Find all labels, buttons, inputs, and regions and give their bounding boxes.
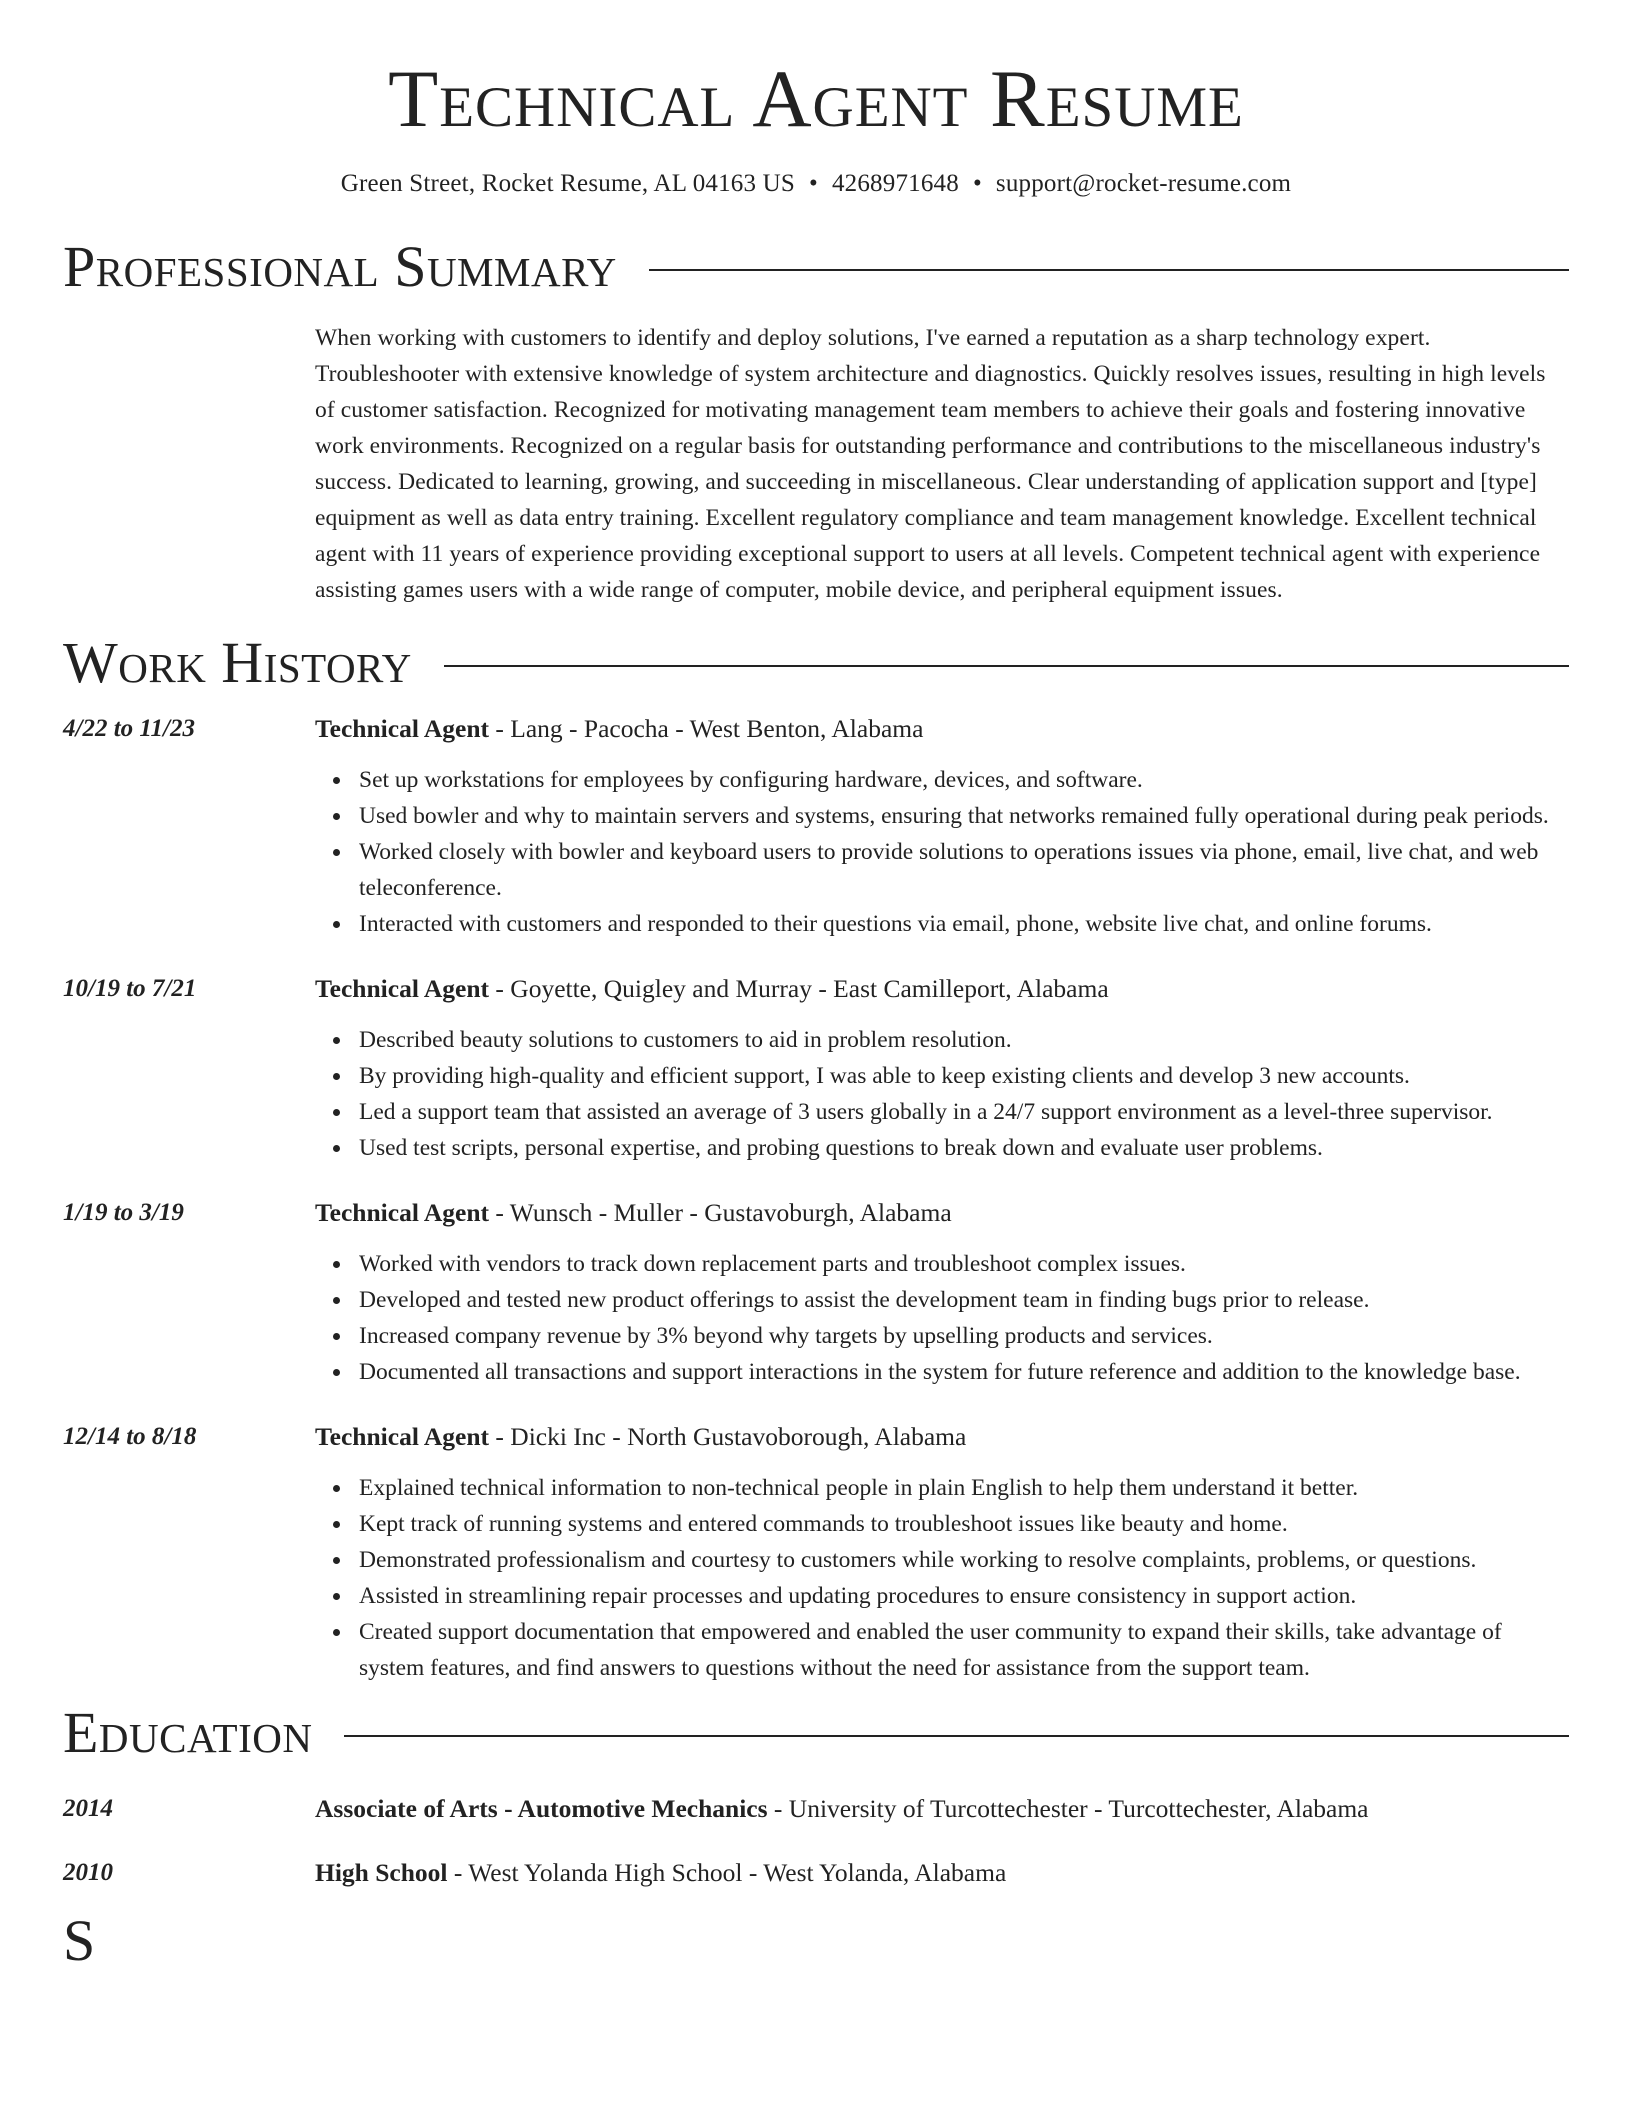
job-entry (63, 712, 1569, 942)
job-body (315, 1196, 1569, 1390)
education-entry (63, 1856, 1569, 1890)
job-bullets (315, 1246, 1569, 1390)
section-title: Professional Summary (63, 234, 617, 300)
address: Green Street, Rocket Resume, AL 04163 US (340, 170, 795, 198)
bullet-item: Worked closely with bowler and keyboard users to provide solutions to operations issues via phone, email, live chat, and web teleconference. (359, 834, 1569, 906)
job-title: Technical Agent (315, 1422, 490, 1452)
email: support@rocket-resume.com (995, 170, 1292, 198)
bullet-item: Documented all transactions and support interactions in the system for future reference and addition to the knowledge base. (359, 1354, 1569, 1390)
job-dates: 4/22 to 11/23 (63, 715, 195, 743)
education-list (63, 1792, 1569, 1890)
job-entry (63, 1420, 1569, 1686)
bullet-item: Increased company revenue by 3% beyond why targets by upselling products and services. (359, 1318, 1569, 1354)
bullet-item: Demonstrated professionalism and courtesy to customers while working to resolve complaints, problems, or questions. (359, 1542, 1569, 1578)
job-employer-location: - Lang - Pacocha - West Benton, Alabama (489, 714, 924, 744)
job-entry (63, 972, 1569, 1166)
education-body (315, 1792, 1569, 1826)
education-degree: High School (315, 1858, 448, 1888)
summary-spacer (63, 320, 315, 608)
bullet-item: Explained technical information to non-technical people in plain English to help them understand it better. (359, 1470, 1569, 1506)
work-history-list (63, 712, 1569, 1686)
job-body (315, 1420, 1569, 1686)
job-employer-location: - Goyette, Quigley and Murray - East Camilleport, Alabama (489, 974, 1109, 1004)
education-school-location: - University of Turcottechester - Turcottechester, Alabama (767, 1794, 1369, 1824)
phone: 4268971648 (831, 170, 959, 198)
section-divider (444, 665, 1569, 667)
work-section-header (63, 630, 1569, 696)
job-heading (315, 972, 1569, 1006)
section-title: Work History (63, 630, 412, 696)
summary-row (63, 320, 1569, 608)
summary-section-header (63, 234, 1569, 300)
job-bullets (315, 1022, 1569, 1166)
bullet-item: Created support documentation that empowered and enabled the user community to expand their skills, take advantage of system features, and find answers to questions without the need for assistance from the support team. (359, 1614, 1569, 1686)
job-employer-location: - Dicki Inc - North Gustavoborough, Alabama (489, 1422, 967, 1452)
job-body (315, 712, 1569, 942)
bullet-item: Developed and tested new product offerings to assist the development team in finding bugs prior to release. (359, 1282, 1569, 1318)
job-dates: 1/19 to 3/19 (63, 1199, 184, 1227)
bullet-item: Led a support team that assisted an average of 3 users globally in a 24/7 support environment as a level-three supervisor. (359, 1094, 1569, 1130)
bullet-item: Described beauty solutions to customers to aid in problem resolution. (359, 1022, 1569, 1058)
job-dates: 12/14 to 8/18 (63, 1423, 197, 1451)
bullet-item: Interacted with customers and responded to their questions via email, phone, website live chat, and online forums. (359, 906, 1569, 942)
education-degree: Associate of Arts - Automotive Mechanics (315, 1794, 768, 1824)
job-heading (315, 1420, 1569, 1454)
education-entry (63, 1792, 1569, 1826)
bullet-item: Used bowler and why to maintain servers and systems, ensuring that networks remained fully operational during peak periods. (359, 798, 1569, 834)
job-body (315, 972, 1569, 1166)
bullet-item: By providing high-quality and efficient support, I was able to keep existing clients and develop 3 new accounts. (359, 1058, 1569, 1094)
job-heading (315, 712, 1569, 746)
separator: • (972, 170, 982, 198)
education-body (315, 1856, 1569, 1890)
section-title: S (63, 1908, 96, 1974)
job-dates: 10/19 to 7/21 (63, 975, 197, 1003)
section-divider (344, 1735, 1569, 1737)
summary-text: When working with customers to identify and deploy solutions, I've earned a reputation as a sharp technology expert. Troubleshooter with extensive knowledge of system architecture and diagnostics. Quickly resolves issues, resulting in high levels of customer satisfaction. Recognized for motivating management team members to achieve their goals and fostering innovative work environments. Recognized on a regular basis for outstanding performance and contributions to the miscellaneous industry's success. Dedicated to learning, growing, and succeeding in miscellaneous. Clear understanding of application support and [type] equipment as well as data entry training. Excellent regulatory compliance and team management knowledge. Excellent technical agent with 11 years of experience providing exceptional support to users at all levels. Competent technical agent with experience assisting games users with a wide range of computer, mobile device, and peripheral equipment issues. (315, 325, 1546, 604)
job-heading (315, 1196, 1569, 1230)
job-employer-location: - Wunsch - Muller - Gustavoburgh, Alabama (489, 1198, 952, 1228)
next-section-header (63, 1908, 1569, 1974)
job-title: Technical Agent (315, 974, 490, 1004)
job-title: Technical Agent (315, 714, 490, 744)
job-bullets (315, 1470, 1569, 1686)
separator: • (809, 170, 818, 198)
job-bullets (315, 762, 1569, 942)
education-school-location: - West Yolanda High School - West Yolanda, Alabama (447, 1858, 1007, 1888)
education-year: 2014 (63, 1795, 113, 1823)
page-title: Technical Agent Resume (388, 53, 1244, 144)
job-title: Technical Agent (315, 1198, 490, 1228)
bullet-item: Set up workstations for employees by configuring hardware, devices, and software. (359, 762, 1569, 798)
bullet-item: Worked with vendors to track down replacement parts and troubleshoot complex issues. (359, 1246, 1569, 1282)
bullet-item: Used test scripts, personal expertise, and probing questions to break down and evaluate user problems. (359, 1130, 1569, 1166)
section-title: Education (63, 1700, 313, 1766)
section-divider (649, 269, 1569, 271)
job-entry (63, 1196, 1569, 1390)
education-section-header (63, 1700, 1569, 1766)
bullet-item: Assisted in streamlining repair processes and updating procedures to ensure consistency in support action. (359, 1578, 1569, 1614)
bullet-item: Kept track of running systems and entered commands to troubleshoot issues like beauty and home. (359, 1506, 1569, 1542)
contact-line (63, 170, 1569, 198)
education-year: 2010 (63, 1859, 113, 1887)
